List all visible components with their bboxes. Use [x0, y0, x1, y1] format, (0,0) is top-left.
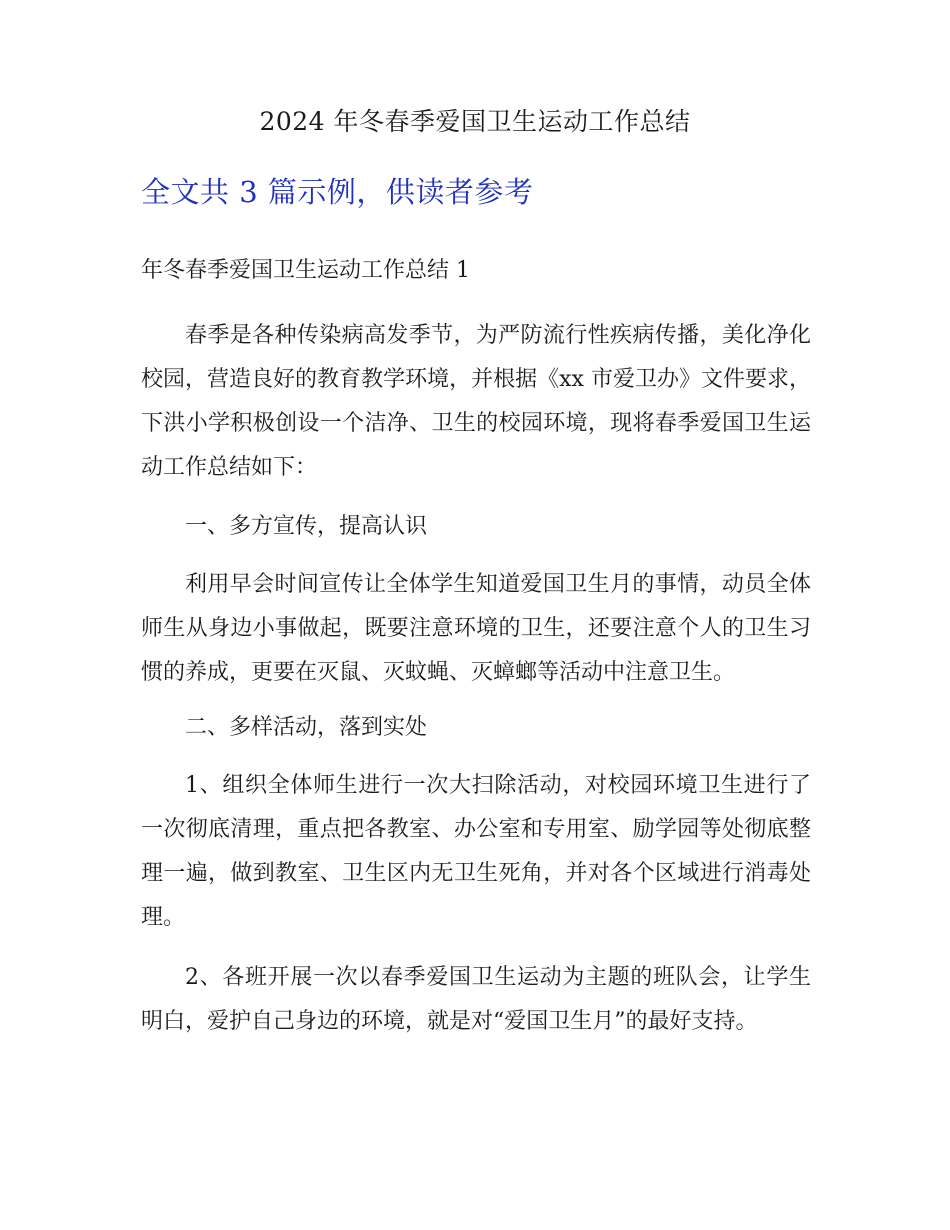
- paragraph-cleanup: 1、组织全体师生进行一次大扫除活动，对校园环境卫生进行了一次彻底清理，重点把各教室、办公室和专用室、励学园等处彻底整理一遍，做到教室、卫生区内无卫生死角，并对各个区域进行消毒处理。: [141, 773, 811, 930]
- document-subtitle: 全文共 3 篇示例，供读者参考: [141, 175, 534, 209]
- section-title: 年冬春季爱国卫生运动工作总结 1: [141, 258, 470, 283]
- paragraph-publicity: 利用早会时间宣传让全体学生知道爱国卫生月的事情，动员全体师生从身边小事做起，既要注意环境的卫生，还要注意个人的卫生习惯的养成，更要在灭鼠、灭蚊蝇、灭蟑螂等活动中注意卫生。: [141, 572, 811, 685]
- heading-activities: 二、多样活动，落到实处: [185, 715, 428, 740]
- document-title: 2024 年冬春季爱国卫生运动工作总结: [259, 107, 691, 136]
- paragraph-class-meeting: 2、各班开展一次以春季爱国卫生运动为主题的班队会，让学生明白，爱护自己身边的环境，就是对“爱国卫生月”的最好支持。: [141, 965, 811, 1034]
- paragraph-intro: 春季是各种传染病高发季节，为严防流行性疾病传播，美化净化校园，营造良好的教育教学环境，并根据《xx 市爱卫办》文件要求，下洪小学积极创设一个洁净、卫生的校园环境，现将春季爱国卫生运动工作总结如下：: [141, 323, 811, 480]
- heading-publicity: 一、多方宣传，提高认识: [185, 514, 428, 539]
